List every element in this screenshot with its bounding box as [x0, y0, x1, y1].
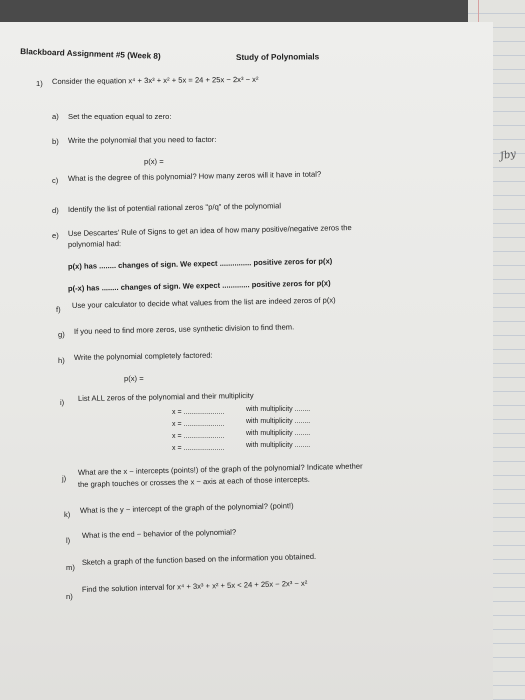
item-d-text: Identify the list of potential rational zeros "p/q" of the polynomial: [67, 201, 282, 214]
item-h-label: h): [58, 356, 65, 365]
zero-row-4: x = .....................: [172, 445, 225, 452]
item-c-label: c): [52, 176, 59, 185]
item-n-text: Find the solution interval for x⁴ + 3x³ + x² + 5x < 24 + 25x − 2x³ − x²: [81, 578, 308, 594]
item-e-label: e): [52, 231, 59, 240]
item-j-text-cont: the graph touches or crosses the x − axis at each of those intercepts.: [77, 474, 310, 489]
item-i-label: i): [60, 398, 65, 407]
item-e-text-cont: polynomial had:: [67, 239, 122, 249]
item-g-text: If you need to find more zeros, use synthetic division to find them.: [73, 322, 295, 336]
question-1-number: 1): [36, 79, 43, 88]
zero-row-3: x = .....................: [172, 433, 225, 440]
item-h-text: Write the polynomial completely factored:: [73, 350, 213, 362]
item-j-label: j): [62, 474, 67, 483]
question-1-text: Consider the equation x⁴ + 3x³ + x² + 5x = 24 + 25x − 2x³ − x²: [51, 74, 259, 86]
item-a-label: a): [52, 112, 59, 121]
item-f-label: f): [56, 305, 61, 314]
item-c-text: What is the degree of this polynomial? How many zeros will it have in total?: [67, 169, 322, 183]
item-b-label: b): [52, 137, 59, 146]
multiplicity-row-3: with multiplicity ........: [246, 430, 311, 437]
item-l-label: l): [66, 536, 71, 545]
zero-row-2: x = .....................: [172, 421, 225, 428]
item-m-label: m): [66, 563, 75, 572]
item-k-text: What is the y − intercept of the graph of the polynomial? (point!): [79, 501, 294, 515]
assignment-subject: Study of Polynomials: [235, 52, 320, 62]
item-f-text: Use your calculator to decide what values from the list are indeed zeros of p(x): [71, 295, 336, 310]
item-e-text: Use Descartes' Rule of Signs to get an idea of how many positive/negative zeros the: [67, 223, 352, 238]
item-e-row-positive: p(x) has ........ changes of sign. We expect ............... positive zeros for p(x): [67, 256, 333, 271]
item-k-label: k): [64, 510, 71, 519]
item-n-label: n): [66, 592, 73, 601]
item-e-row-negative: p(-x) has ........ changes of sign. We expect ............. positive zeros for p(x): [67, 278, 331, 293]
side-note-handwriting: Jby: [499, 148, 517, 163]
item-m-text: Sketch a graph of the function based on the information you obtained.: [81, 551, 317, 567]
item-a-text: Set the equation equal to zero:: [68, 112, 172, 121]
multiplicity-row-1: with multiplicity ........: [246, 406, 311, 413]
item-d-label: d): [52, 206, 59, 215]
item-l-text: What is the end − behavior of the polynomial?: [81, 527, 237, 540]
item-i-text: List ALL zeros of the polynomial and their multiplicity: [77, 390, 254, 403]
multiplicity-row-4: with multiplicity ........: [246, 442, 311, 449]
multiplicity-row-2: with multiplicity ........: [246, 418, 311, 425]
item-b-text: Write the polynomial that you need to factor:: [67, 134, 217, 145]
zero-row-1: x = .....................: [172, 409, 225, 416]
item-h-answer-line: p(x) =: [124, 374, 144, 383]
item-j-text: What are the x − intercepts (points!) of the graph of the polynomial? Indicate whether: [77, 461, 363, 477]
item-b-answer-line: p(x) =: [144, 157, 164, 166]
item-g-label: g): [58, 330, 65, 339]
assignment-title: Blackboard Assignment #5 (Week 8): [20, 47, 161, 61]
